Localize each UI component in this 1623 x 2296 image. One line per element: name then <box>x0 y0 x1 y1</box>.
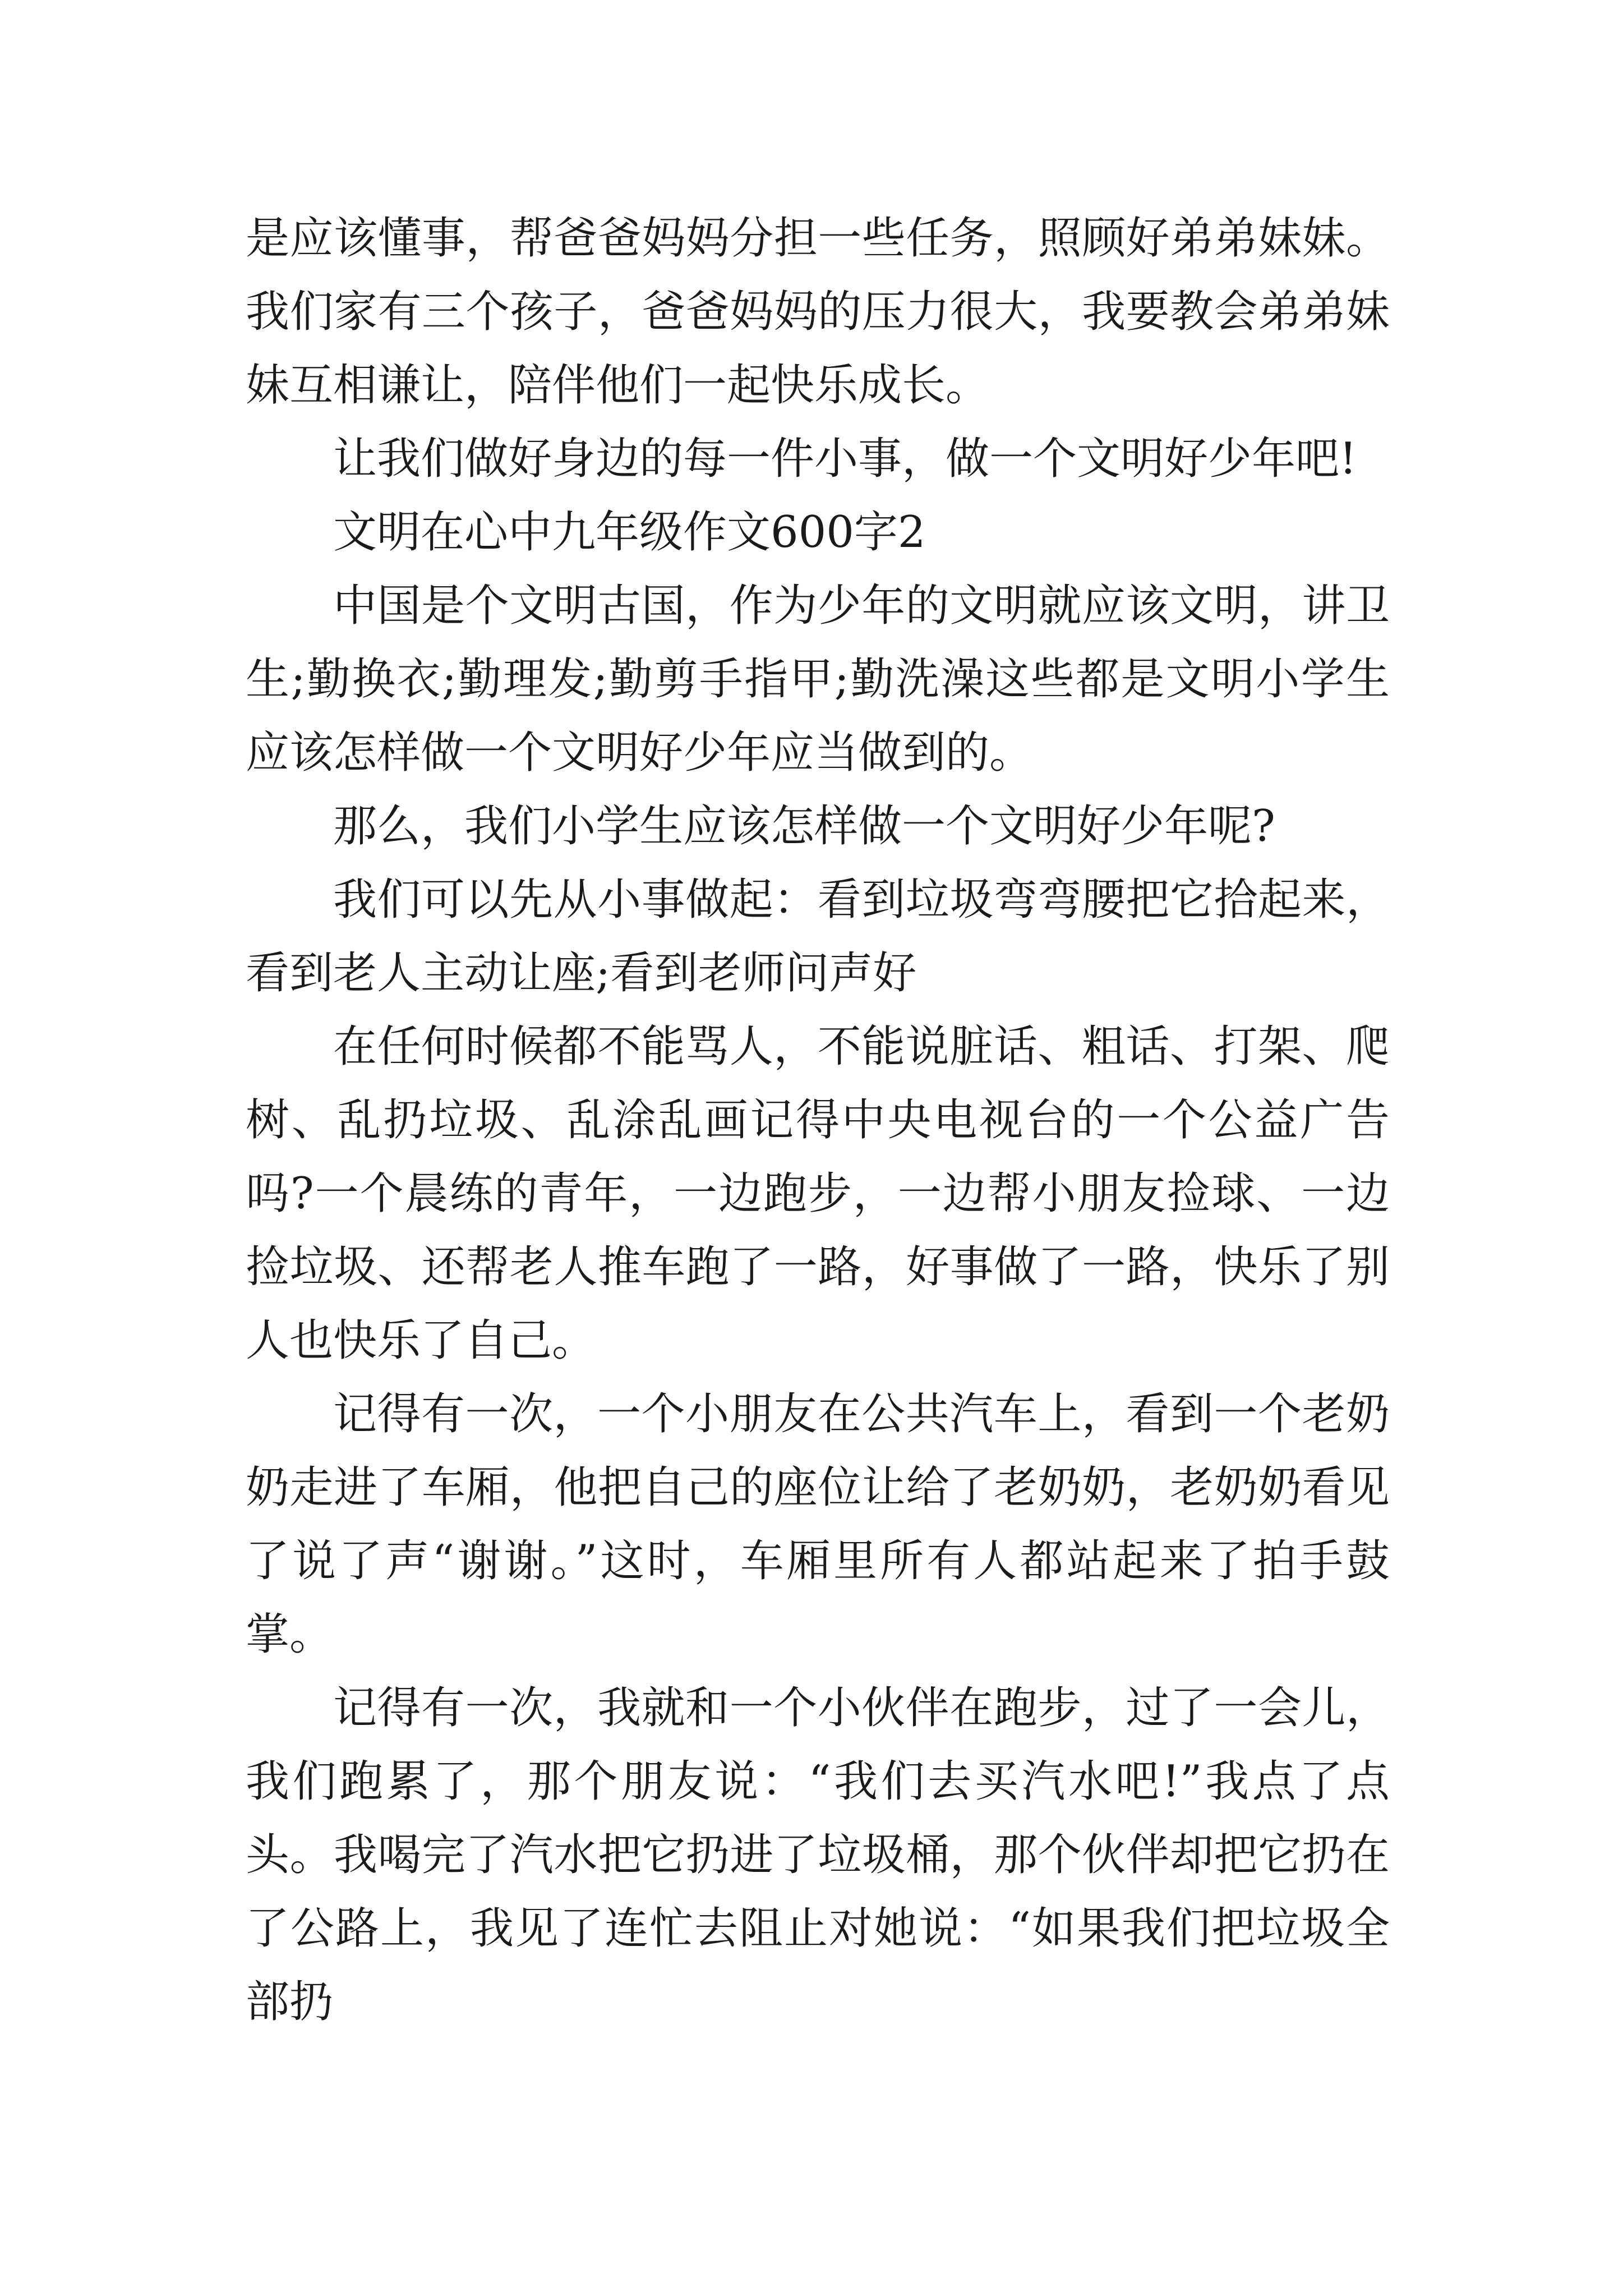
paragraph-2: 让我们做好身边的每一件小事，做一个文明好少年吧! <box>333 434 1357 484</box>
section-heading: 文明在心中九年级作文600字2 <box>333 507 926 558</box>
paragraph-7: 在任何时候都不能骂人，不能说脏话、粗话、打架、爬树、乱扔垃圾、乱涂乱画记得中央电视台的一个公益广告吗?一个晨练的青年，一边跑步，一边帮小朋友捡球、一边捡垃圾、还帮老人推车跑了一路，好事做了一路，快乐了别人也快乐了自己。 <box>246 1022 1390 1366</box>
document-body <box>246 202 1390 2039</box>
paragraph-1: 是应该懂事，帮爸爸妈妈分担一些任务，照顾好弟弟妹妹。我们家有三个孩子，爸爸妈妈的压力很大，我要教会弟弟妹妹互相谦让，陪伴他们一起快乐成长。 <box>246 213 1390 411</box>
paragraph-8: 记得有一次，一个小朋友在公共汽车上，看到一个老奶奶走进了车厢，他把自己的座位让给了老奶奶，老奶奶看见了说了声“谢谢。”这时，车厢里所有人都站起来了拍手鼓掌。 <box>246 1389 1390 1660</box>
paragraph-9: 记得有一次，我就和一个小伙伴在跑步，过了一会儿，我们跑累了，那个朋友说：“我们去买汽水吧!”我点了点头。我喝完了汽水把它扔进了垃圾桶，那个伙伴却把它扔在了公路上，我见了连忙去阻止对她说：“如果我们把垃圾全部扔 <box>246 1683 1390 2027</box>
paragraph-6: 我们可以先从小事做起：看到垃圾弯弯腰把它拾起来，看到老人主动让座;看到老师问声好 <box>246 875 1390 999</box>
paragraph-5: 那么，我们小学生应该怎样做一个文明好少年呢? <box>333 801 1275 852</box>
paragraph-4: 中国是个文明古国，作为少年的文明就应该文明，讲卫生;勤换衣;勤理发;勤剪手指甲;勤洗澡这些都是文明小学生应该怎样做一个文明好少年应当做到的。 <box>246 581 1390 778</box>
